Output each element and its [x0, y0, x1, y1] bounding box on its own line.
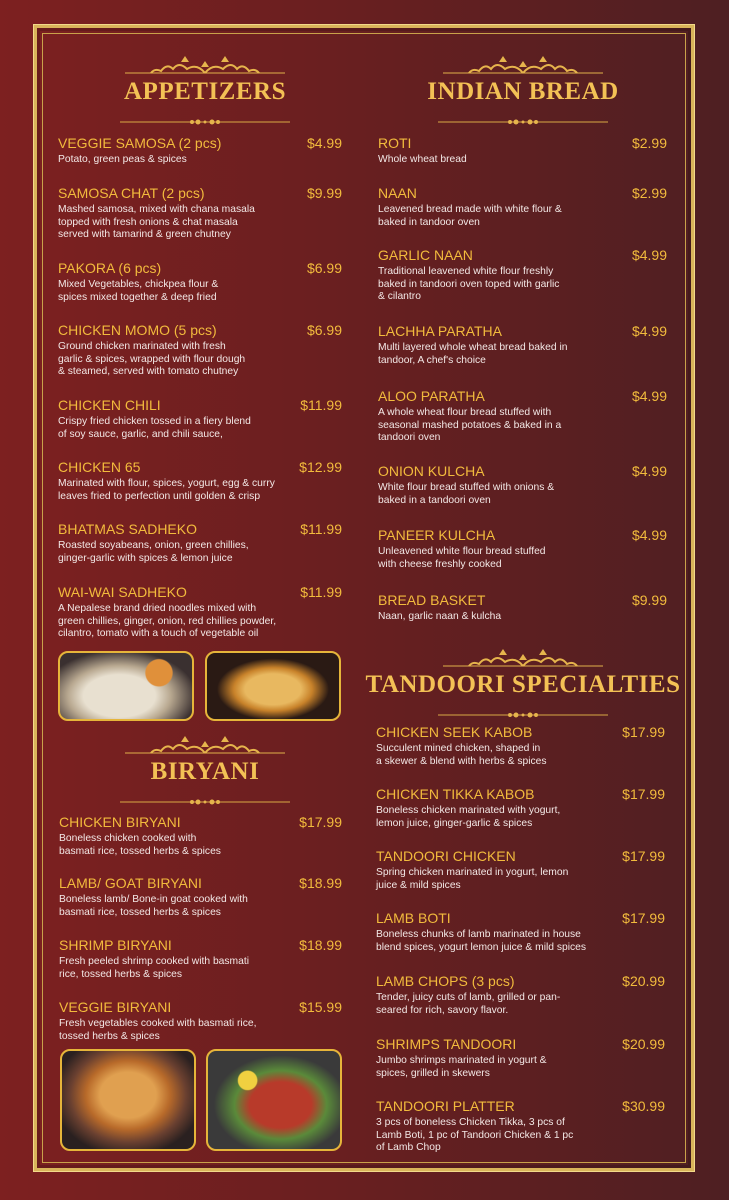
- item-price: $2.99: [631, 135, 667, 151]
- menu-item: [376, 1036, 665, 1080]
- item-description: Multi layered whole wheat bread baked in tandoor, A chef's choice: [378, 342, 568, 366]
- item-description: Mixed Vegetables, chickpea flour & spices mixed together & deep fried: [58, 279, 219, 303]
- menu-item: [378, 388, 667, 445]
- item-description: Mashed samosa, mixed with chana masala topped with fresh onions & chat masala served with tamarind & green chutney: [58, 204, 255, 241]
- item-name: VEGGIE BIRYANI: [59, 999, 172, 1015]
- item-price: $30.99: [622, 1098, 665, 1114]
- item-price: $17.99: [622, 848, 665, 864]
- item-description: Boneless lamb/ Bone-in goat cooked with basmati rice, tossed herbs & spices: [59, 894, 248, 918]
- menu-item: [376, 786, 665, 830]
- menu-item: [59, 999, 342, 1043]
- item-description: Boneless chunks of lamb marinated in house blend spices, yogurt lemon juice & mild spices: [376, 929, 587, 953]
- menu-item: [378, 135, 667, 167]
- momo-photo: [58, 651, 194, 721]
- menu-item: [58, 459, 342, 503]
- item-price: $17.99: [622, 724, 665, 740]
- menu-item: [58, 322, 342, 379]
- item-description: Leavened bread made with white flour & baked in tandoor oven: [378, 204, 562, 228]
- menu-item: [59, 875, 342, 919]
- menu-item: [376, 848, 665, 892]
- tandoori-ornament: [443, 647, 603, 669]
- biryani-ornament: [125, 734, 285, 756]
- item-name: SAMOSA CHAT (2 pcs): [58, 185, 205, 201]
- item-name: BHATMAS SADHEKO: [58, 521, 197, 537]
- item-price: $4.99: [631, 463, 667, 479]
- item-price: $2.99: [631, 185, 667, 201]
- menu-item: [58, 521, 342, 565]
- item-description: White flour bread stuffed with onions & baked in a tandoori oven: [378, 482, 555, 506]
- menu-item: [58, 584, 342, 641]
- item-price: $4.99: [631, 527, 667, 543]
- item-name: ALOO PARATHA: [378, 388, 485, 404]
- item-name: TANDOORI PLATTER: [376, 1098, 515, 1114]
- bread-ornament: [443, 54, 603, 76]
- item-description: Unleavened white flour bread stuffed with cheese freshly cooked: [378, 546, 546, 570]
- item-name: CHICKEN MOMO (5 pcs): [58, 322, 217, 338]
- tandoori-photo: [206, 1049, 342, 1151]
- biryani-photo: [60, 1049, 196, 1151]
- item-name: VEGGIE SAMOSA (2 pcs): [58, 135, 222, 151]
- item-name: CHICKEN 65: [58, 459, 141, 475]
- item-price: $6.99: [306, 260, 342, 276]
- item-name: CHICKEN CHILI: [58, 397, 161, 413]
- item-name: LAMB BOTI: [376, 910, 451, 926]
- item-price: $18.99: [299, 875, 342, 891]
- item-description: Tender, juicy cuts of lamb, grilled or pan- seared for rich, savory flavor.: [376, 992, 561, 1016]
- item-description: Fresh vegetables cooked with basmati rice, tossed herbs & spices: [59, 1018, 257, 1042]
- item-description: Crispy fried chicken tossed in a fiery blend of soy sauce, garlic, and chili sauce,: [58, 416, 251, 440]
- item-price: $11.99: [300, 584, 342, 600]
- tandoori-divider: [438, 706, 608, 714]
- item-description: 3 pcs of boneless Chicken Tikka, 3 pcs of Lamb Boti, 1 pc of Tandoori Chicken & 1 pc of Lamb Chop: [376, 1117, 574, 1154]
- menu-item: [58, 185, 342, 242]
- item-name: PANEER KULCHA: [378, 527, 496, 543]
- menu-item: [59, 937, 342, 981]
- menu-item: [58, 260, 342, 304]
- tandoori-title: TANDOORI SPECIALTIES: [365, 671, 681, 698]
- menu-item: [376, 973, 665, 1017]
- appetizers-divider: [120, 113, 290, 121]
- menu-item: [378, 463, 667, 507]
- item-name: SHRIMPS TANDOORI: [376, 1036, 517, 1052]
- menu-item: [376, 910, 665, 954]
- item-description: Potato, green peas & spices: [58, 154, 187, 165]
- item-price: $11.99: [300, 521, 342, 537]
- item-price: $17.99: [622, 910, 665, 926]
- item-description: A Nepalese brand dried noodles mixed with green chillies, ginger, onion, red chillies powder, cilantro, tomato with a touch of vegetable oil: [58, 603, 277, 640]
- item-name: CHICKEN TIKKA KABOB: [376, 786, 535, 802]
- item-name: GARLIC NAAN: [378, 247, 473, 263]
- item-name: BREAD BASKET: [378, 592, 486, 608]
- item-description: Roasted soyabeans, onion, green chillies, ginger-garlic with spices & lemon juice: [58, 540, 249, 564]
- item-price: $12.99: [299, 459, 342, 475]
- item-name: PAKORA (6 pcs): [58, 260, 162, 276]
- item-description: Fresh peeled shrimp cooked with basmati rice, tossed herbs & spices: [59, 956, 250, 980]
- item-name: NAAN: [378, 185, 417, 201]
- item-name: SHRIMP BIRYANI: [59, 937, 172, 953]
- naan-photo: [205, 651, 341, 721]
- menu-item: [58, 135, 342, 167]
- item-name: CHICKEN SEEK KABOB: [376, 724, 533, 740]
- item-price: $18.99: [299, 937, 342, 953]
- item-description: Ground chicken marinated with fresh garlic & spices, wrapped with flour dough & steamed, served with tomato chutney: [58, 341, 246, 378]
- menu-item: [58, 397, 342, 441]
- item-price: $4.99: [631, 388, 667, 404]
- item-name: LAMB CHOPS (3 pcs): [376, 973, 515, 989]
- appetizers-title: APPETIZERS: [124, 78, 286, 105]
- item-price: $4.99: [631, 247, 667, 263]
- item-name: ROTI: [378, 135, 412, 151]
- item-price: $15.99: [299, 999, 342, 1015]
- menu-item: [378, 323, 667, 367]
- item-description: Spring chicken marinated in yogurt, lemon juice & mild spices: [376, 867, 569, 891]
- item-description: Boneless chicken marinated with yogurt, lemon juice, ginger-garlic & spices: [376, 805, 561, 829]
- biryani-title: BIRYANI: [150, 758, 260, 785]
- item-name: ONION KULCHA: [378, 463, 485, 479]
- item-description: A whole wheat flour bread stuffed with seasonal mashed potatoes & baked in a tandoori oven: [378, 407, 562, 444]
- item-description: Whole wheat bread: [378, 154, 467, 165]
- item-name: LAMB/ GOAT BIRYANI: [59, 875, 202, 891]
- item-price: $4.99: [306, 135, 342, 151]
- menu-item: [378, 185, 667, 229]
- item-price: $20.99: [622, 1036, 665, 1052]
- item-name: CHICKEN BIRYANI: [59, 814, 181, 830]
- item-price: $4.99: [631, 323, 667, 339]
- item-name: WAI-WAI SADHEKO: [58, 584, 187, 600]
- appetizers-ornament: [125, 54, 285, 76]
- bread-title: INDIAN BREAD: [427, 78, 619, 105]
- item-price: $17.99: [622, 786, 665, 802]
- menu-item: [378, 247, 667, 304]
- item-name: LACHHA PARATHA: [378, 323, 502, 339]
- menu-item: [378, 527, 667, 571]
- item-description: Boneless chicken cooked with basmati rice, tossed herbs & spices: [59, 833, 221, 857]
- menu-item: [59, 814, 342, 858]
- item-description: Marinated with flour, spices, yogurt, egg & curry leaves fried to perfection until golden & crisp: [58, 478, 275, 502]
- bread-divider: [438, 113, 608, 121]
- menu-item: [376, 724, 665, 768]
- item-price: $6.99: [306, 322, 342, 338]
- menu-item: [378, 592, 667, 624]
- item-price: $11.99: [300, 397, 342, 413]
- biryani-divider: [120, 793, 290, 801]
- item-description: Succulent mined chicken, shaped in a skewer & blend with herbs & spices: [376, 743, 547, 767]
- item-name: TANDOORI CHICKEN: [376, 848, 516, 864]
- item-description: Naan, garlic naan & kulcha: [378, 611, 502, 622]
- item-price: $20.99: [622, 973, 665, 989]
- item-price: $9.99: [306, 185, 342, 201]
- item-price: $17.99: [299, 814, 342, 830]
- item-description: Traditional leavened white flour freshly baked in tandoori oven toped with garlic & cilantro: [378, 266, 560, 303]
- item-price: $9.99: [631, 592, 667, 608]
- menu-item: [376, 1098, 665, 1155]
- item-description: Jumbo shrimps marinated in yogurt & spices, grilled in skewers: [376, 1055, 547, 1079]
